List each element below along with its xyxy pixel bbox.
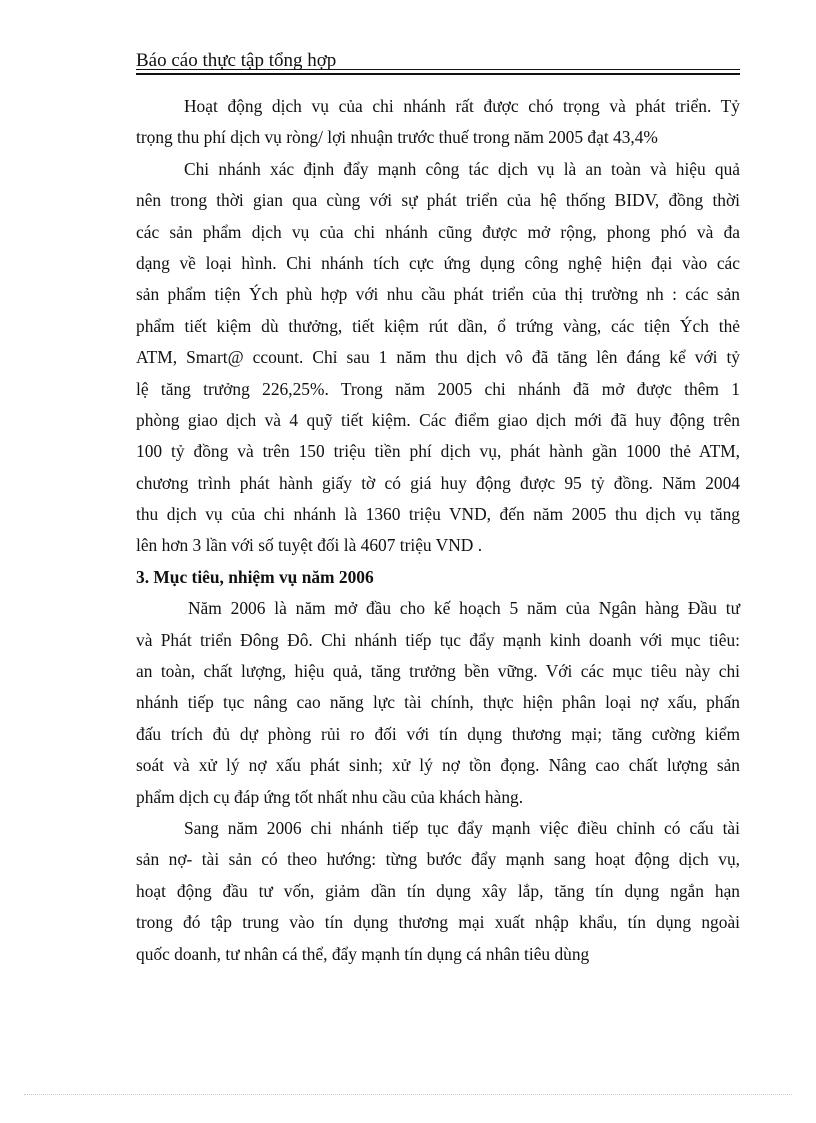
text-line: phòng giao dịch và 4 quỹ tiết kiệm. Các điểm giao dịch mới đã huy động trên [136, 409, 740, 430]
paragraph [136, 154, 740, 562]
header-rule-thin [136, 69, 740, 70]
text-line: 100 tỷ đồng và trên 150 triệu tiền phí dịch vụ, phát hành gần 1000 thẻ ATM, [136, 441, 740, 462]
text-line: trong đó tập trung vào tín dụng thương mại xuất nhập khẩu, tín dụng ngoài [136, 912, 740, 933]
text-line: lệ tăng trưởng 226,25%. Trong năm 2005 chi nhánh đã mở được thêm 1 [136, 378, 740, 399]
header-title: Báo cáo thực tập tổng hợp [136, 50, 337, 71]
paragraph [136, 91, 740, 154]
header-rule-thick [136, 73, 740, 75]
text-line: các sản phẩm dịch vụ của chi nhánh cũng được mở rộng, phong phó và đa [136, 221, 740, 242]
text-line: hoạt động đầu tư vốn, giảm dần tín dụng xây lắp, tăng tín dụng ngắn hạn [136, 880, 740, 901]
text-line: an toàn, chất lượng, hiệu quả, tăng trưởng bền vững. Với các mục tiêu này chi [136, 661, 740, 682]
paragraph [136, 813, 740, 970]
text-line: Hoạt động dịch vụ của chi nhánh rất được chó trọng và phát triển. Tỷ [184, 96, 740, 116]
text-line: và Phát triển Đông Đô. Chi nhánh tiếp tục đẩy mạnh kinh doanh với mục tiêu: [136, 629, 740, 650]
text-line: sản nợ- tài sản có theo hướng: từng bước đẩy mạnh sang hoạt động dịch vụ, [136, 849, 740, 870]
text-line: Sang năm 2006 chi nhánh tiếp tục đẩy mạnh việc điều chỉnh có cấu tài [184, 817, 740, 838]
text-line: soát và xử lý nợ xấu phát sinh; xử lý nợ tồn đọng. Nâng cao chất lượng sản [136, 755, 740, 776]
text-line: chương trình phát hành giấy tờ có giá huy động được 95 tỷ đồng. Năm 2004 [136, 472, 740, 493]
text-line: phẩm dịch cụ đáp ứng tốt nhất nhu cầu của khách hàng. [136, 786, 524, 807]
paragraph [136, 593, 740, 813]
text-line: thu dịch vụ của chi nhánh là 1360 triệu VND, đến năm 2005 thu dịch vụ tăng [136, 504, 740, 525]
document-body [136, 91, 740, 970]
text-line: dạng về loại hình. Chi nhánh tích cực ứng dụng công nghệ hiện đại vào các [136, 252, 740, 273]
page-bottom-divider [24, 1094, 792, 1095]
text-line: lên hơn 3 lần với số tuyệt đối là 4607 triệu VND . [136, 535, 483, 556]
page-header [136, 48, 740, 72]
text-line: ATM, Smart@ ccount. Chỉ sau 1 năm thu dịch vô đã tăng lên đáng kể với tỷ [136, 347, 740, 368]
text-line: Chi nhánh xác định đẩy mạnh công tác dịch vụ là an toàn và hiệu quả [184, 158, 740, 179]
text-line: sản phẩm tiện Ých phù hợp với nhu cầu phát triển của thị trường nh : các sản [136, 284, 740, 305]
text-line: quốc doanh, tư nhân cá thể, đẩy mạnh tín dụng cá nhân tiêu dùng [136, 943, 590, 964]
text-line: trọng thu phí dịch vụ ròng/ lợi nhuận trước thuế trong năm 2005 đạt 43,4% [136, 127, 658, 148]
text-line: Năm 2006 là năm mở đầu cho kế hoạch 5 năm của Ngân hàng Đầu tư [188, 598, 740, 619]
text-line: phẩm tiết kiệm dù thưởng, tiết kiệm rút dần, ổ trứng vàng, các tiện Ých thẻ [136, 315, 740, 336]
text-line: nhánh tiếp tục nâng cao năng lực tài chính, thực hiện phân loại nợ xấu, phấn [136, 692, 740, 713]
text-line: nên trong thời gian qua cùng với sự phát triển của hệ thống BIDV, đồng thời [136, 190, 740, 211]
text-line: đấu trích đủ dự phòng rủi ro đối với tín dụng thương mại; tăng cường kiểm [136, 723, 740, 744]
section-heading: 3. Mục tiêu, nhiệm vụ năm 2006 [136, 566, 374, 587]
